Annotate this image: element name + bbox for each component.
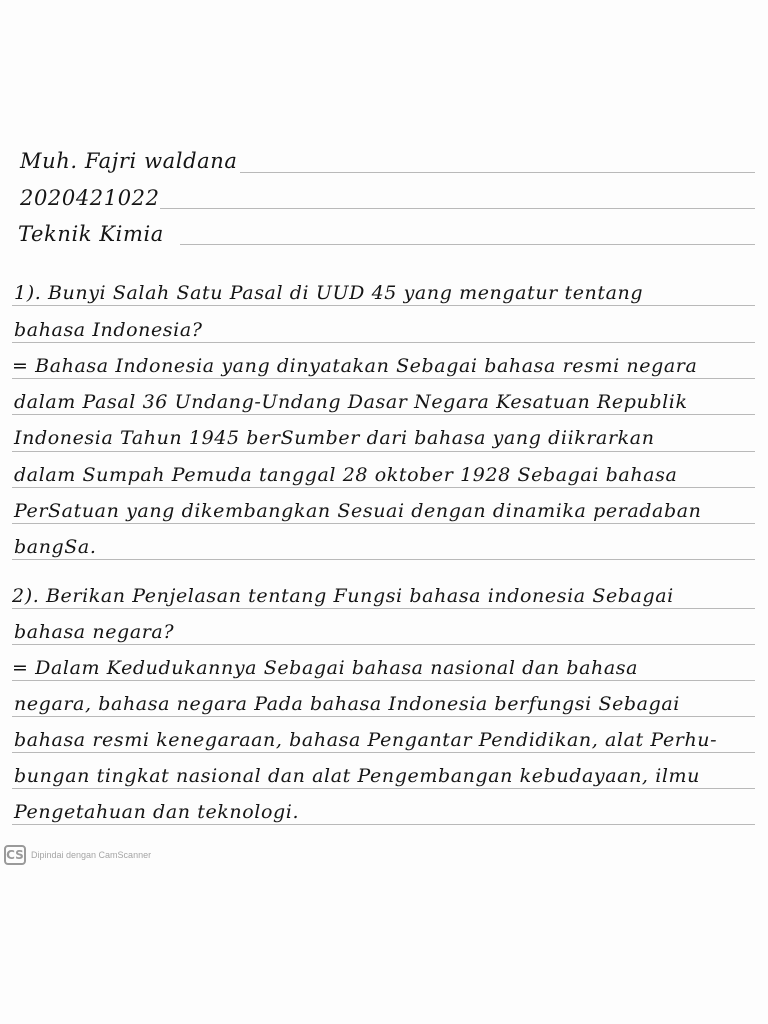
student-id: 2020421022 [20, 186, 160, 210]
ruled-line [180, 244, 755, 245]
department: Teknik Kimia [18, 222, 164, 246]
answer-2-line-4: bungan tingkat nasional dan alat Pengembangan kebudayaan, ilmu [14, 765, 701, 787]
answer-1-line-1: = Bahasa Indonesia yang dinyatakan Sebagai bahasa resmi negara [12, 355, 698, 377]
question-2-line-2: bahasa negara? [14, 621, 175, 643]
ruled-line [12, 824, 755, 825]
ruled-line [12, 680, 755, 681]
answer-1-line-2: dalam Pasal 36 Undang-Undang Dasar Negara Kesatuan Republik [14, 391, 688, 413]
answer-1-line-4: dalam Sumpah Pemuda tanggal 28 oktober 1928 Sebagai bahasa [14, 464, 678, 486]
camscanner-logo-icon: CS [4, 845, 26, 865]
question-2-line-1: 2). Berikan Penjelasan tentang Fungsi bahasa indonesia Sebagai [12, 585, 674, 607]
answer-1-line-5: PerSatuan yang dikembangkan Sesuai dengan dinamika peradaban [14, 500, 702, 522]
camscanner-text: Dipindai dengan CamScanner [31, 850, 152, 860]
ruled-line [12, 523, 755, 524]
answer-2-line-5: Pengetahuan dan teknologi. [14, 801, 300, 823]
answer-1-line-6: bangSa. [14, 536, 97, 558]
ruled-line [12, 559, 755, 560]
ruled-line [160, 208, 755, 209]
question-1-line-1: 1). Bunyi Salah Satu Pasal di UUD 45 yang mengatur tentang [14, 282, 644, 304]
answer-2-line-2: negara, bahasa negara Pada bahasa Indonesia berfungsi Sebagai [14, 693, 680, 715]
ruled-line [12, 608, 755, 609]
ruled-line [12, 305, 755, 306]
answer-1-line-3: Indonesia Tahun 1945 berSumber dari bahasa yang diikrarkan [14, 427, 655, 449]
answer-2-line-3: bahasa resmi kenegaraan, bahasa Pengantar Pendidikan, alat Perhu- [14, 729, 718, 751]
ruled-line [12, 487, 755, 488]
answer-2-line-1: = Dalam Kedudukannya Sebagai bahasa nasional dan bahasa [12, 657, 639, 679]
ruled-line [12, 788, 755, 789]
ruled-line [12, 451, 755, 452]
student-name: Muh. Fajri waldana [20, 149, 238, 173]
ruled-line [240, 172, 755, 173]
ruled-line [12, 342, 755, 343]
ruled-line [12, 414, 755, 415]
camscanner-watermark [4, 845, 151, 865]
ruled-line [12, 644, 755, 645]
ruled-line [12, 378, 755, 379]
ruled-line [12, 716, 755, 717]
ruled-line [12, 752, 755, 753]
question-1-line-2: bahasa Indonesia? [14, 319, 203, 341]
